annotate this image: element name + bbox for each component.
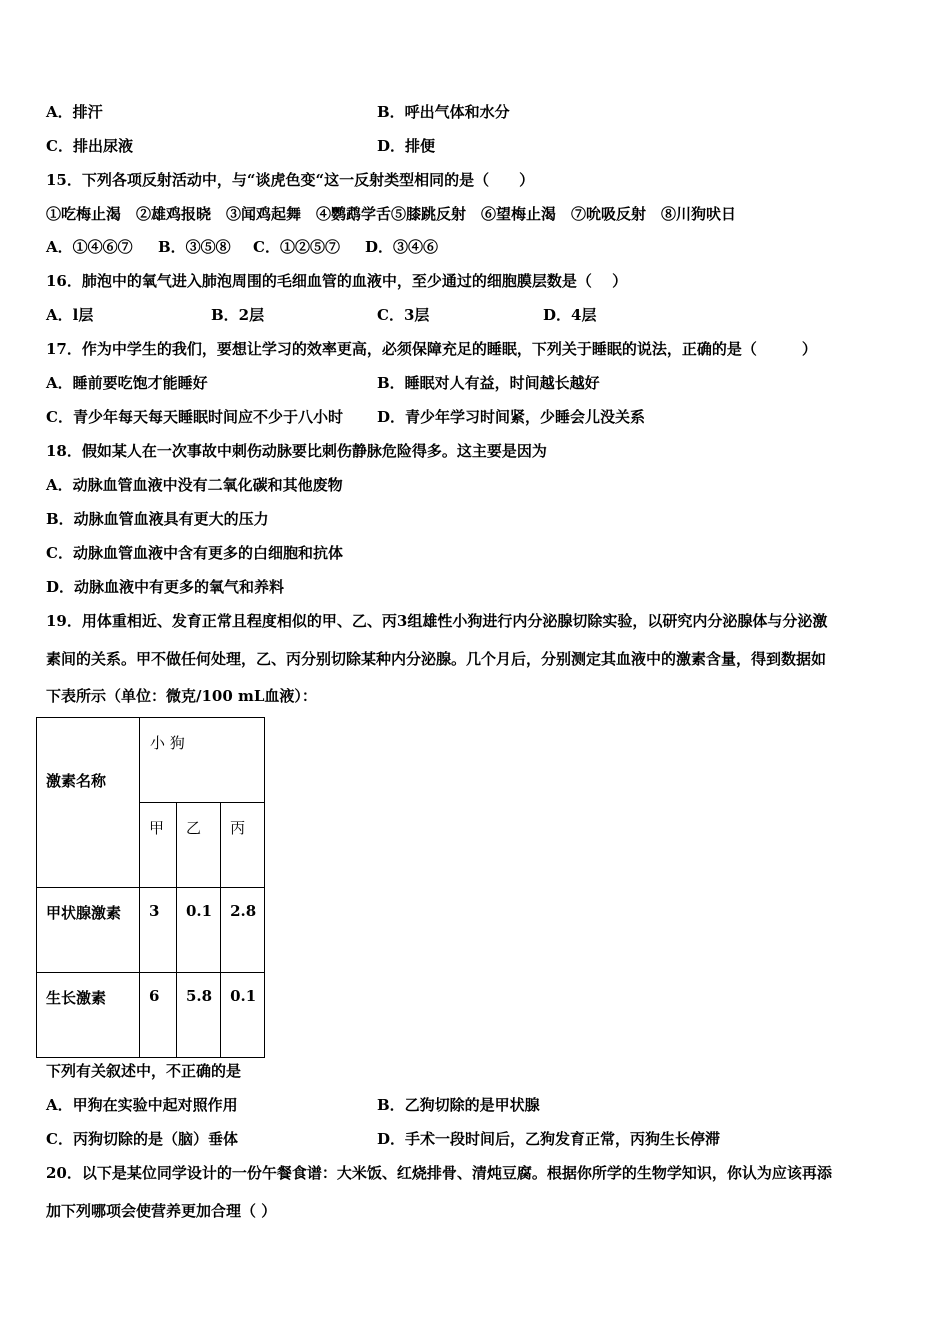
q15-items: ①吃梅止渴 ②雄鸡报晓 ③闻鸡起舞 ④鹦鹉学舌⑤膝跳反射 ⑥望梅止渴 ⑦吮吸反射 ⑧川狗吠日 bbox=[46, 205, 737, 223]
q15-option-c: C．①②⑤⑦ bbox=[253, 238, 340, 256]
row-name: 生长激素 bbox=[46, 989, 107, 1007]
col-yi-label: 乙 bbox=[186, 819, 202, 837]
q18-stem: 18．假如某人在一次事故中刺伤动脉要比刺伤静脉危险得多。这主要是因为 bbox=[46, 442, 547, 460]
q19-after-table: 下列有关叙述中，不正确的是 bbox=[46, 1062, 242, 1080]
header-group: 小 狗 bbox=[150, 734, 185, 752]
q19-stem-line3: 下表所示（单位：微克/100 mL血液）： bbox=[46, 687, 317, 705]
header-col-jia bbox=[140, 803, 177, 888]
q15-options bbox=[46, 237, 438, 257]
col-jia-label: 甲 bbox=[149, 819, 165, 837]
q20-stem-line1: 20．以下是某位同学设计的一份午餐食谱：大米饭、红烧排骨、清炖豆腐。根据你所学的生物学知识，你认为应该再添 bbox=[46, 1164, 832, 1182]
table-row bbox=[37, 973, 265, 1058]
row-value: 3 bbox=[149, 902, 160, 920]
header-col-yi bbox=[177, 803, 221, 888]
q19-option-a: A．甲狗在实验中起对照作用 bbox=[46, 1096, 238, 1114]
q17-option-b: B．睡眠对人有益，时间越长越好 bbox=[377, 374, 600, 392]
q16-option-d: D．4层 bbox=[543, 306, 597, 324]
q14-option-a: A．排汗 bbox=[46, 103, 103, 121]
row-value: 0.1 bbox=[230, 987, 257, 1005]
q15-option-b: B．③⑤⑧ bbox=[158, 238, 231, 256]
q15-option-a: A．①④⑥⑦ bbox=[46, 238, 133, 256]
row-name: 甲状腺激素 bbox=[46, 904, 122, 922]
q17-stem: 17．作为中学生的我们，要想让学习的效率更高，必须保障充足的睡眠，下列关于睡眠的说法，正确的是（ ） bbox=[46, 340, 817, 358]
q18-option-d: D．动脉血液中有更多的氧气和养料 bbox=[46, 578, 285, 596]
header-col-bing bbox=[221, 803, 265, 888]
row-value: 2.8 bbox=[230, 902, 257, 920]
q17-option-a: A．睡前要吃饱才能睡好 bbox=[46, 374, 208, 392]
row-value: 6 bbox=[149, 987, 160, 1005]
q18-option-c: C．动脉血管血液中含有更多的白细胞和抗体 bbox=[46, 544, 343, 562]
row-value: 5.8 bbox=[186, 987, 213, 1005]
q18-option-a: A．动脉血管血液中没有二氧化碳和其他废物 bbox=[46, 476, 343, 494]
table-row bbox=[37, 888, 265, 973]
q19-option-d: D．手术一段时间后，乙狗发育正常，丙狗生长停滞 bbox=[377, 1130, 721, 1148]
q14-option-b: B．呼出气体和水分 bbox=[377, 103, 510, 121]
q17-option-c: C．青少年每天每天睡眠时间应不少于八小时 bbox=[46, 408, 343, 426]
q19-option-b: B．乙狗切除的是甲状腺 bbox=[377, 1096, 540, 1114]
header-hormone-name-cell bbox=[37, 718, 140, 888]
header-hormone-name: 激素名称 bbox=[46, 772, 107, 790]
q15-option-d: D．③④⑥ bbox=[365, 238, 439, 256]
q19-option-c: C．丙狗切除的是（脑）垂体 bbox=[46, 1130, 238, 1148]
q20-stem-line2: 加下列哪项会使营养更加合理（ ） bbox=[46, 1202, 277, 1220]
q16-option-a: A．l层 bbox=[46, 306, 94, 324]
q17-option-d: D．青少年学习时间紧，少睡会儿没关系 bbox=[377, 408, 646, 426]
q18-option-b: B．动脉血管血液具有更大的压力 bbox=[46, 510, 269, 528]
col-bing-label: 丙 bbox=[230, 819, 246, 837]
q19-stem-line2: 素间的关系。甲不做任何处理，乙、丙分别切除某种内分泌腺。几个月后，分别测定其血液中的激素含量，得到数据如 bbox=[46, 650, 827, 668]
q15-stem: 15．下列各项反射活动中，与“谈虎色变“这一反射类型相同的是（ ） bbox=[46, 171, 535, 189]
header-group-cell bbox=[140, 718, 265, 803]
q16-option-c: C．3层 bbox=[377, 306, 430, 324]
q19-stem-line1: 19．用体重相近、发育正常且程度相似的甲、乙、丙3组雄性小狗进行内分泌腺切除实验，以研究内分泌腺体与分泌激 bbox=[46, 612, 828, 630]
q14-option-d: D．排便 bbox=[377, 137, 436, 155]
hormone-table bbox=[36, 717, 265, 1058]
row-value: 0.1 bbox=[186, 902, 213, 920]
q16-option-b: B．2层 bbox=[211, 306, 265, 324]
q16-stem: 16．肺泡中的氧气进入肺泡周围的毛细血管的血液中，至少通过的细胞膜层数是（ ） bbox=[46, 272, 628, 290]
q14-option-c: C．排出尿液 bbox=[46, 137, 133, 155]
q16-options bbox=[46, 305, 596, 325]
